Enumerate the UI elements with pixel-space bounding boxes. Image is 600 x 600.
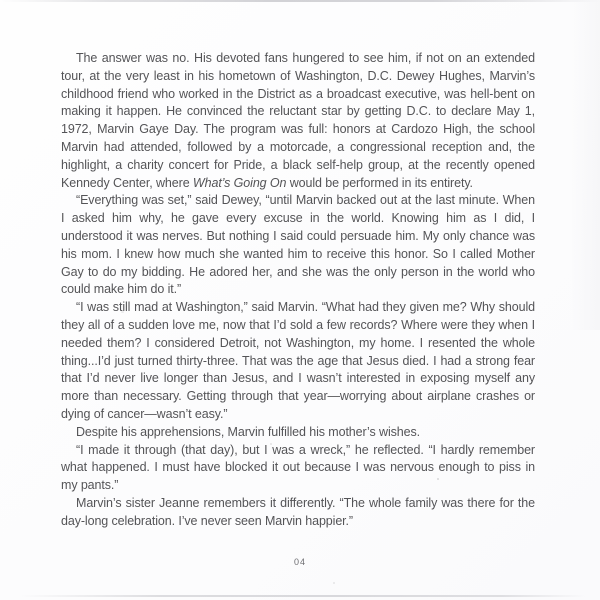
- page-number: 04: [293, 557, 306, 567]
- page-text: [61, 50, 535, 531]
- paragraph: [61, 299, 535, 424]
- scan-shadow-right: [570, 0, 600, 330]
- paragraph: [61, 442, 535, 495]
- paragraph-text: “I was still mad at Washington,” said Marvin. “What had they given me? Why should they all of a sudden love me, now that I’d sold a few records? Where were they when I needed them? I considered Detroit, not Washington, my home. I resented the whole thing...I’d just turned thirty-three. That was the age that Jesus died. I had a strong fear that I’d never live longer than Jesus, and I wasn’t interested in exposing myself any more than necessary. Getting through that year—worrying about airplane crashes or dying of cancer—wasn’t easy.”: [61, 300, 535, 421]
- paragraph-text: Marvin’s sister Jeanne remembers it differently. “The whole family was there for the day-long celebration. I’ve never seen Marvin happier.”: [61, 495, 535, 528]
- scan-speck: [270, 443, 272, 445]
- paragraph-text: “I made it through (that day), but I was a wreck,” he reflected. “I hardly remember what happened. I must have blocked it out because I was nervous enough to piss in my pants.”: [61, 442, 535, 493]
- paragraph-text: “Everything was set,” said Dewey, “until Marvin backed out at the last minute. When I asked him why, he gave every excuse in the world. Knowing him as I did, I understood it was nerves. But nothing I said could persuade him. My only chance was his mom. I knew how much she wanted him to receive this honor. So I called Mother Gay to do my bidding. He adored her, and she was the only person in the world who could make him do it.”: [61, 193, 535, 297]
- paragraph: [61, 424, 535, 442]
- paragraph-text: Despite his apprehensions, Marvin fulfilled his mother’s wishes.: [76, 424, 420, 439]
- scan-speck: [333, 582, 335, 584]
- paragraph: [61, 50, 535, 192]
- paragraph-text: The answer was no. His devoted fans hungered to see him, if not on an extended tour, at the very least in his hometown of Washington, D.C. Dewey Hughes, Marvin’s childhood friend who worked in the District as a broadcast executive, was hell-bent on making it happen. He convinced the reluctant star by getting D.C. to declare May 1, 1972, Marvin Gaye Day. The program was full: honors at Cardozo High, the school Marvin had attended, followed by a motorcade, a congressional reception and, the highlight, a charity concert for Pride, a black self-help group, at the recently opened Kennedy Center, where: [61, 51, 535, 190]
- paragraph-text: would be performed in its entirety.: [286, 175, 473, 190]
- paragraph: [61, 192, 535, 299]
- scan-edge-top: [0, 0, 600, 2]
- book-title-italic: What’s Going On: [192, 175, 287, 190]
- paragraph: [61, 495, 535, 531]
- scan-edge-bottom: [18, 595, 586, 597]
- scan-speck: [437, 478, 439, 480]
- scan-speck: [121, 311, 124, 313]
